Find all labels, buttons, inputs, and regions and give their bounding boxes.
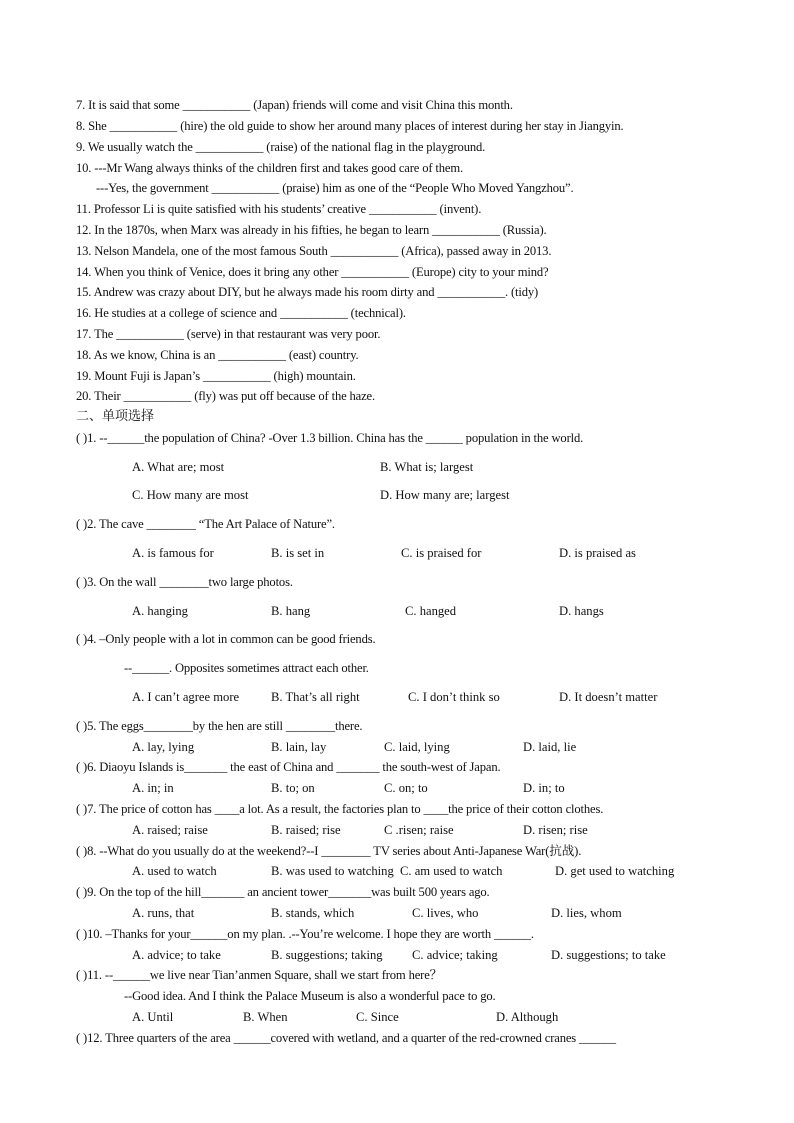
mc-11-option-c: C. Since xyxy=(356,1010,399,1024)
mc-question-3: ( )3. On the wall ________two large photos. xyxy=(76,575,293,589)
mc-question-7: ( )7. The price of cotton has ____a lot. As a result, the factories plan to ____the price of their cotton clothes. xyxy=(76,802,604,816)
fill-line-10: 10. ---Mr Wang always thinks of the children first and takes good care of them. xyxy=(76,161,463,175)
mc-5-option-a: A. lay, lying xyxy=(132,740,195,754)
mc-6-option-c: C. on; to xyxy=(384,781,428,795)
mc-7-option-b: B. raised; rise xyxy=(271,823,341,837)
mc-4-option-a: A. I can’t agree more xyxy=(132,690,240,704)
mc-8-option-a: A. used to watch xyxy=(132,864,217,878)
fill-line-11: 11. Professor Li is quite satisfied with his students’ creative ___________ (invent). xyxy=(76,202,482,216)
mc-4-option-d: D. It doesn’t matter xyxy=(559,690,658,704)
mc-1-option-c: C. How many are most xyxy=(132,488,249,502)
mc-4-option-c: C. I don’t think so xyxy=(408,690,500,704)
mc-2-option-a: A. is famous for xyxy=(132,546,214,560)
mc-10-option-b: B. suggestions; taking xyxy=(271,948,383,962)
mc-question-12: ( )12. Three quarters of the area ______covered with wetland, and a quarter of the red-crowned cranes ______ xyxy=(76,1031,616,1045)
mc-question-9: ( )9. On the top of the hill_______ an ancient tower_______was built 500 years ago. xyxy=(76,885,490,899)
mc-11-option-b: B. When xyxy=(243,1010,288,1024)
fill-line-9: 9. We usually watch the ___________ (raise) of the national flag in the playground. xyxy=(76,140,486,154)
mc-11-option-d: D. Although xyxy=(496,1010,559,1024)
mc-9-option-d: D. lies, whom xyxy=(551,906,622,920)
mc-5-option-b: B. lain, lay xyxy=(271,740,327,754)
mc-7-option-d: D. risen; rise xyxy=(523,823,588,837)
mc-1-option-b: B. What is; largest xyxy=(380,460,474,474)
section-heading: 二、单项选择 xyxy=(76,409,155,424)
fill-line-10-reply: ---Yes, the government ___________ (praise) him as one of the “People Who Moved Yangzhou”. xyxy=(96,181,574,195)
mc-question-2: ( )2. The cave ________ “The Art Palace of Nature”. xyxy=(76,517,335,531)
mc-11-reply: --Good idea. And I think the Palace Museum is also a wonderful pace to go. xyxy=(124,989,496,1003)
mc-question-8: ( )8. --What do you usually do at the weekend?--I ________ TV series about Anti-Japanese War(抗战). xyxy=(76,844,582,858)
mc-6-option-d: D. in; to xyxy=(523,781,565,795)
mc-9-option-b: B. stands, which xyxy=(271,906,355,920)
mc-8-option-b: B. was used to watching xyxy=(271,864,394,878)
mc-9-option-c: C. lives, who xyxy=(412,906,479,920)
fill-line-12: 12. In the 1870s, when Marx was already in his fifties, he began to learn ___________ (Russia). xyxy=(76,223,547,237)
mc-4-reply: --______. Opposites sometimes attract each other. xyxy=(124,661,369,675)
fill-line-7: 7. It is said that some ___________ (Japan) friends will come and visit China this month. xyxy=(76,98,513,112)
fill-line-17: 17. The ___________ (serve) in that restaurant was very poor. xyxy=(76,327,381,341)
mc-8-option-d: D. get used to watching xyxy=(555,864,675,878)
mc-5-option-d: D. laid, lie xyxy=(523,740,577,754)
mc-8-option-c: C. am used to watch xyxy=(400,864,503,878)
mc-10-option-c: C. advice; taking xyxy=(412,948,498,962)
mc-6-option-b: B. to; on xyxy=(271,781,315,795)
mc-7-option-c: C .risen; raise xyxy=(384,823,454,837)
mc-1-option-a: A. What are; most xyxy=(132,460,225,474)
mc-7-option-a: A. raised; raise xyxy=(132,823,208,837)
mc-question-4: ( )4. –Only people with a lot in common can be good friends. xyxy=(76,632,376,646)
mc-10-option-a: A. advice; to take xyxy=(132,948,221,962)
mc-question-5: ( )5. The eggs________by the hen are still ________there. xyxy=(76,719,363,733)
mc-3-option-c: C. hanged xyxy=(405,604,457,618)
fill-line-19: 19. Mount Fuji is Japan’s ___________ (high) mountain. xyxy=(76,369,356,383)
mc-3-option-d: D. hangs xyxy=(559,604,604,618)
mc-question-6: ( )6. Diaoyu Islands is_______ the east of China and _______ the south-west of Japan. xyxy=(76,760,501,774)
mc-question-10: ( )10. –Thanks for your______on my plan. .--You’re welcome. I hope they are worth ______. xyxy=(76,927,534,941)
mc-2-option-c: C. is praised for xyxy=(401,546,482,560)
mc-9-option-a: A. runs, that xyxy=(132,906,195,920)
fill-line-16: 16. He studies at a college of science and ___________ (technical). xyxy=(76,306,406,320)
fill-line-20: 20. Their ___________ (fly) was put off because of the haze. xyxy=(76,389,375,403)
fill-line-18: 18. As we know, China is an ___________ (east) country. xyxy=(76,348,359,362)
mc-10-option-d: D. suggestions; to take xyxy=(551,948,666,962)
fill-line-13: 13. Nelson Mandela, one of the most famous South ___________ (Africa), passed away in 2013. xyxy=(76,244,552,258)
mc-3-option-b: B. hang xyxy=(271,604,311,618)
mc-1-option-d: D. How many are; largest xyxy=(380,488,510,502)
mc-5-option-c: C. laid, lying xyxy=(384,740,450,754)
mc-6-option-a: A. in; in xyxy=(132,781,174,795)
mc-4-option-b: B. That’s all right xyxy=(271,690,360,704)
fill-line-14: 14. When you think of Venice, does it bring any other ___________ (Europe) city to your mind? xyxy=(76,265,549,279)
mc-11-option-a: A. Until xyxy=(132,1010,174,1024)
mc-question-11: ( )11. --______we live near Tian’anmen Square, shall we start from here？ xyxy=(76,968,443,982)
mc-question-1: ( )1. --______the population of China? -Over 1.3 billion. China has the ______ population in the world. xyxy=(76,431,584,445)
fill-line-15: 15. Andrew was crazy about DIY, but he always made his room dirty and ___________. (tidy) xyxy=(76,285,539,299)
mc-2-option-d: D. is praised as xyxy=(559,546,636,560)
mc-2-option-b: B. is set in xyxy=(271,546,325,560)
mc-3-option-a: A. hanging xyxy=(132,604,188,618)
fill-line-8: 8. She ___________ (hire) the old guide to show her around many places of interest during her stay in Jiangyin. xyxy=(76,119,624,133)
